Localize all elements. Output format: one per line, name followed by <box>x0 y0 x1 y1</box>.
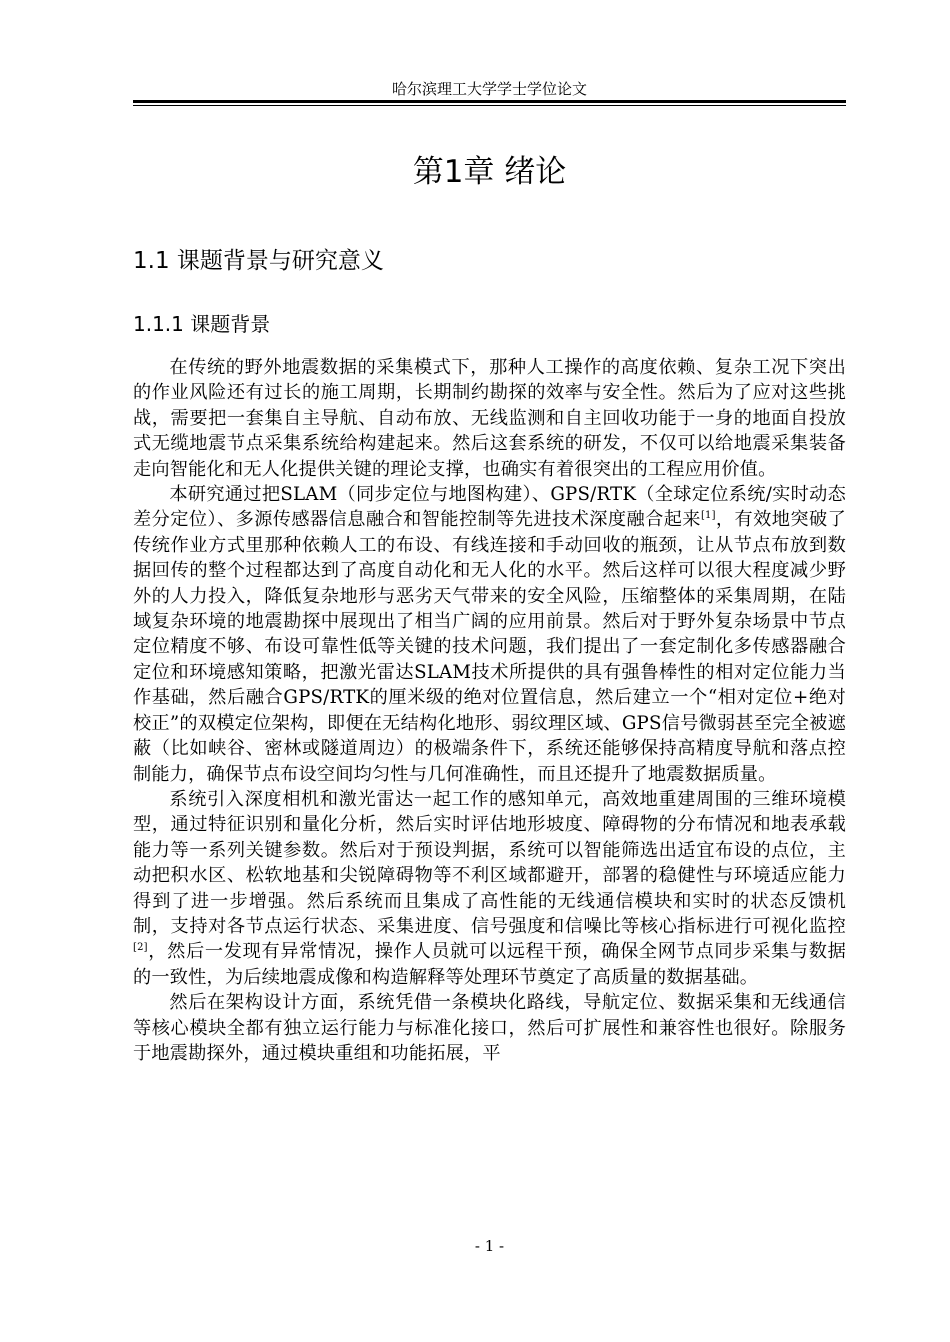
page-number: - 1 - <box>474 1237 505 1255</box>
paragraph-2 <box>133 482 846 787</box>
section-heading: 1.1 课题背景与研究意义 <box>133 248 384 274</box>
paragraph-2-text-b: ，有效地突破了传统作业方式里那种依赖人工的布设、有线连接和手动回收的瓶颈，让从节点布放到数据回传的整个过程都达到了高度自动化和无人化的水平。然后这样可以很大程度减少野外的人力投入，降低复杂地形与恶劣天气带来的安全风险，压缩整体的采集周期，在陆域复杂环境的地震勘探中展现出了相当广阔的应用前景。然后对于野外复杂场景中节点定位精度不够、布设可靠性低等关键的技术问题，我们提出了一套定制化多传感器融合定位和环境感知策略，把激光雷达SLAM技术所提供的具有强鲁棒性的相对定位能力当作基础，然后融合GPS/RTK的厘米级的绝对位置信息，然后建立一个“相对定位+绝对校正”的双模定位架构，即便在无结构化地形、弱纹理区域、GPS信号微弱甚至完全被遮蔽（比如峡谷、密林或隧道周边）的极端条件下，系统还能够保持高精度导航和落点控制能力，确保节点布设空间均匀性与几何准确性，而且还提升了地震数据质量。 <box>133 509 846 785</box>
paragraph-4: 然后在架构设计方面，系统凭借一条模块化路线，导航定位、数据采集和无线通信等核心模块全都有独立运行能力与标准化接口，然后可扩展性和兼容性也很好。除服务于地震勘探外，通过模块重组和功能拓展，平 <box>133 992 846 1064</box>
paragraph-3 <box>133 787 846 990</box>
chapter-title: 第1章 绪论 <box>412 154 567 190</box>
citation-2: [2] <box>133 942 148 954</box>
running-header: 哈尔滨理工大学学士学位论文 <box>391 80 587 98</box>
body-text <box>133 355 846 1066</box>
paragraph-3-text-b: ，然后一发现有异常情况，操作人员就可以远程干预，确保全网节点同步采集与数据的一致性，为后续地震成像和构造解释等处理环节奠定了高质量的数据基础。 <box>133 941 846 988</box>
paragraph-3-text-a: 系统引入深度相机和激光雷达一起工作的感知单元，高效地重建周围的三维环境模型，通过特征识别和量化分析，然后实时评估地形坡度、障碍物的分布情况和地表承载能力等一系列关键参数。然后对于预设判据，系统可以智能筛选出适宜布设的点位，主动把积水区、松软地基和尖锐障碍物等不利区域都避开，部署的稳健性与环境适应能力得到了进一步增强。然后系统而且集成了高性能的无线通信模块和实时的状态反馈机制，支持对各节点运行状态、采集进度、信号强度和信噪比等核心指标进行可视化监控 <box>133 788 846 937</box>
paragraph-2-text-a: 本研究通过把SLAM（同步定位与地图构建）、GPS/RTK（全球定位系统/实时动态差分定位）、多源传感器信息融合和智能控制等先进技术深度融合起来 <box>133 484 846 531</box>
citation-1: [1] <box>700 510 716 522</box>
header-rule-thick <box>133 100 846 103</box>
paragraph-1: 在传统的野外地震数据的采集模式下，那种人工操作的高度依赖、复杂工况下突出的作业风险还有过长的施工周期，长期制约勘探的效率与安全性。然后为了应对这些挑战，需要把一套集自主导航、自动布放、无线监测和自主回收功能于一身的地面自投放式无缆地震节点采集系统给构建起来。然后这套系统的研发，不仅可以给地震采集装备走向智能化和无人化提供关键的理论支撑，也确实有着很突出的工程应用价值。 <box>133 357 846 480</box>
subsection-heading: 1.1.1 课题背景 <box>133 312 271 336</box>
header-rule-thin <box>133 105 846 106</box>
